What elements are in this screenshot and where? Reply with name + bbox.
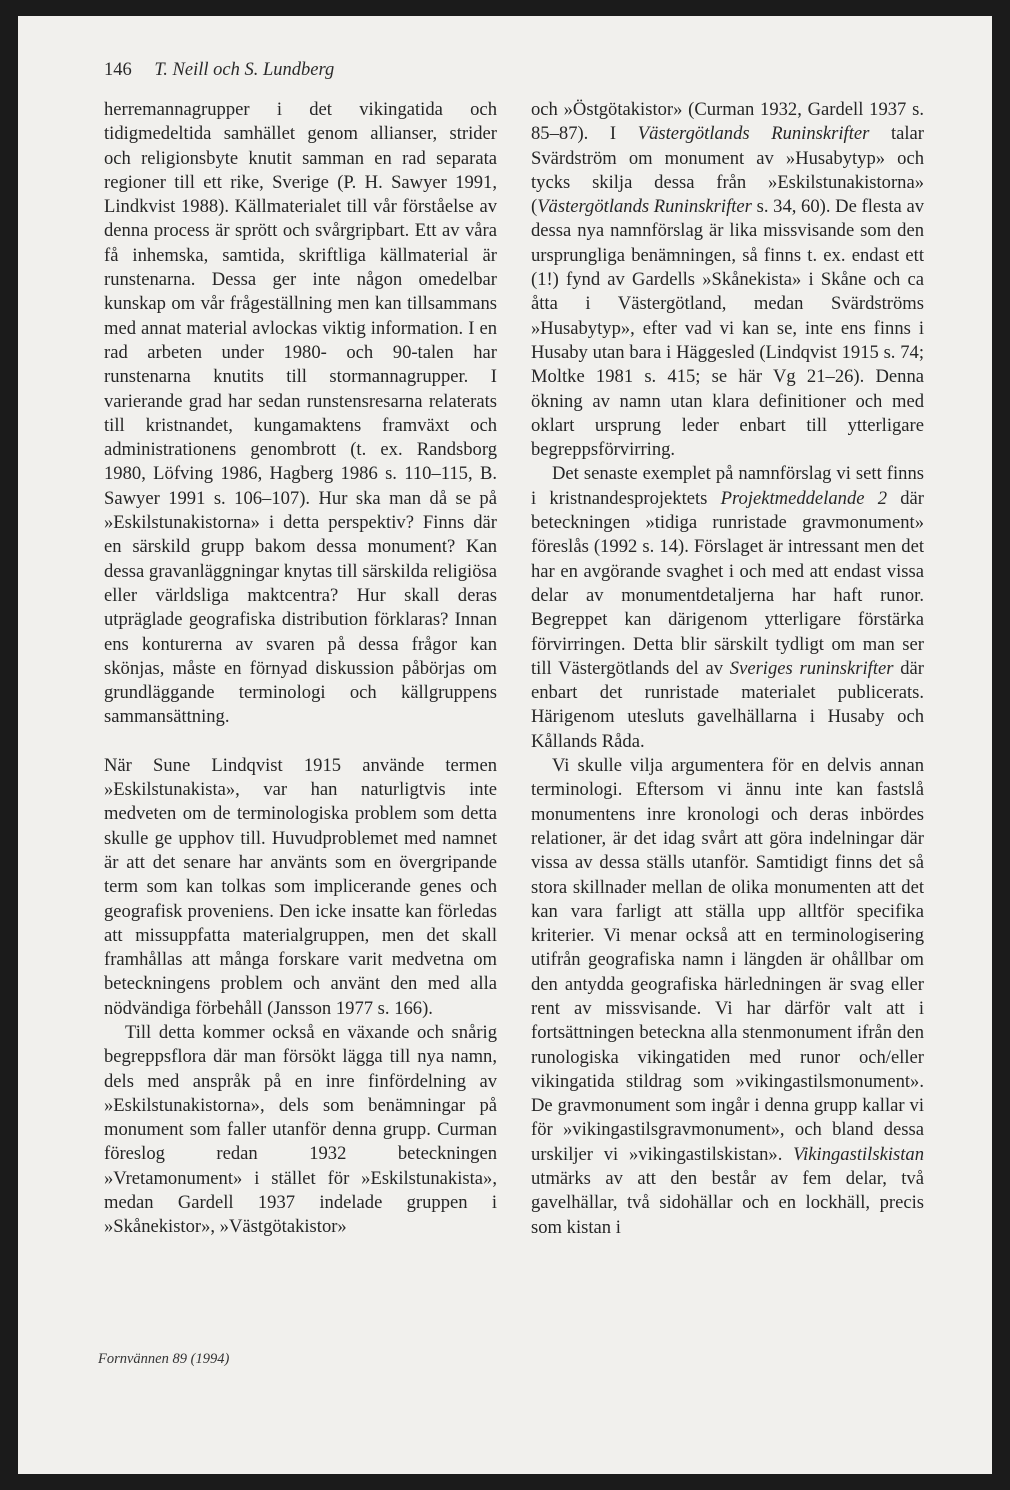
paragraph: Till detta kommer också en växande och snårig begreppsflora där man försökt lägga till nya namn, dels med anspråk på en inre finfördelning av »Eskilstunakistorna», dels som benämningar på monument som faller utanför denna grupp. Curman föreslog redan 1932 beteckningen »Vretamonument» i stället för »Eskilstunakista», medan Gardell 1937 indelade gruppen i »Skånekistor», »Västgötakistor»	[104, 1021, 497, 1238]
italic-title: Sveriges runinskrifter	[729, 657, 894, 679]
paragraph	[531, 754, 924, 1240]
text-run: Det senaste exemplet på namnförslag vi sett finns i kristnandesprojektets	[531, 463, 924, 509]
italic-title: Västergötlands Runinskrifter	[537, 196, 752, 218]
page-number: 146	[104, 60, 132, 80]
italic-title: Västergötlands Runinskrifter	[637, 123, 870, 145]
running-authors: T. Neill och S. Lundberg	[154, 60, 335, 80]
italic-title: Projektmeddelande 2	[720, 487, 888, 509]
paragraph: När Sune Lindqvist 1915 använde termen »Eskilstunakista», var han naturligtvis inte medveten om de terminologiska problem som detta skulle ge upphov till. Huvudproblemet med namnet är att det senare har använts som en övergripande term som kan tolkas som implicerande genes och geografisk proveniens. Den icke insatte kan förledas att missuppfatta materialgruppen, men det skall framhållas att många forskare varit medvetna om beteckningens problem och använt den med alla nödvändiga förbehåll (Jansson 1977 s. 166).	[104, 754, 497, 1019]
journal-footer: Fornvännen 89 (1994)	[98, 1351, 230, 1367]
text-run: talar Svärdström om monument av »Husabytyp» och tycks skilja dessa från »Eskilstunakistorna» (	[531, 123, 924, 218]
journal-page	[18, 16, 992, 1474]
running-header	[104, 60, 334, 81]
paragraph: herremannagrupper i det vikingatida och tidigmedeltida samhället genom allianser, strider och religionsbyte knutit samman en rad separata regioner till ett rike, Sverige (P. H. Sawyer 1991, Lindkvist 1988). Källmaterialet till vår förståelse av denna process är sprött och svårgripbart. Ett av våra få inhemska, samtida, skriftliga källmaterial är runstenarna. Dessa ger inte någon omedelbar kunskap om vår frågeställning men kan tillsammans med annat material avlockas viktig information. I en rad arbeten under 1980- och 90-talen har runstenarna knutits till stormannagrupper. I varierande grad har sedan runstensresarna relaterats till kristnandet, kungamaktens framväxt och administrationens genombrott (t. ex. Randsborg 1980, Löfving 1986, Hagberg 1986 s. 110–115, B. Sawyer 1991 s. 106–107). Hur ska man då se på »Eskilstunakistorna» i detta perspektiv? Finns där en särskild grupp bakom dessa monument? Kan dessa gravanläggningar knytas till särskilda religiösa eller världsliga maktcentra? Hur skall deras utpräglade geografiska distribution förklaras? Innan ens konturerna av svaren på dessa frågor kan skönjas, måste en förnyad diskussion påbörjas om grundläggande terminologi och källgruppens sammansättning.	[104, 99, 497, 728]
text-run: s. 34, 60). De flesta av dessa nya namnförslag är lika missvisande som den ursprungliga benämningen, så finns t. ex. endast ett (1!) fynd av Gardells »Skånekista» i Skåne och ca åtta i Västergötland, medan Svärdströms »Husabytyp», efter vad vi kan se, inte ens finns i Husaby utan bara i Häggesled (Lindqvist 1915 s. 74; Moltke 1981 s. 415; se här Vg 21–26). Denna ökning av namn utan klara definitioner och med oklart ursprung leder enbart till ytterligare begreppsförvirring.	[531, 196, 925, 461]
italic-term: Vikingastilskistan	[793, 1143, 924, 1165]
text-run: där enbart det runristade materialet publicerats. Härigenom utesluts gavelhällarna i Husaby och Kållands Råda.	[531, 657, 924, 752]
text-run: Vi skulle vilja argumentera för en delvis annan terminologi. Eftersom vi ännu inte kan fastslå monumentens inre kronologi och deras inbördes relationer, är det idag svårt att göra indelningar där vissa av dessa ställs utanför. Samtidigt finns det så stora skillnader mellan de olika monumenten att det kan vara farligt att ställa upp alltför specifika kriterier. Vi menar också att en terminologisering utifrån geografiska namn i längden är ohållbar om den antydda geografiska härledningen är svag eller rent av missvisande. Vi har därför valt att i fortsättningen beteckna alla stenmonument ifrån den runologiska vikingatiden med runor och/eller vikingatida stildrag som »vikingastilsmonument». De gravmonument som ingår i denna grupp kallar vi för »vikingastilsgravmonument», och bland dessa urskiljer vi »vikingastilskistan».	[531, 755, 924, 1165]
text-run: och »Östgötakistor» (Curman 1932, Gardell 1937 s. 85–87). I	[531, 99, 924, 145]
left-column	[104, 98, 497, 1240]
text-run: där beteckningen »tidiga runristade gravmonument» föreslås (1992 s. 14). Förslaget är intressant men det har en avgörande svaghet i och med att endast vissa delar av monumentdetaljerna har haft runor. Begreppet kan därigenom ytterligare förstärka förvirringen. Detta blir särskilt tydligt om man ser till Västergötlands del av	[531, 487, 924, 679]
right-column	[531, 98, 924, 1240]
paragraph	[531, 98, 924, 462]
paragraph	[531, 462, 924, 754]
text-run: utmärks av att den består av fem delar, två gavelhällar, två sidohällar och en lockhäll, precis som kistan i	[531, 1168, 924, 1238]
